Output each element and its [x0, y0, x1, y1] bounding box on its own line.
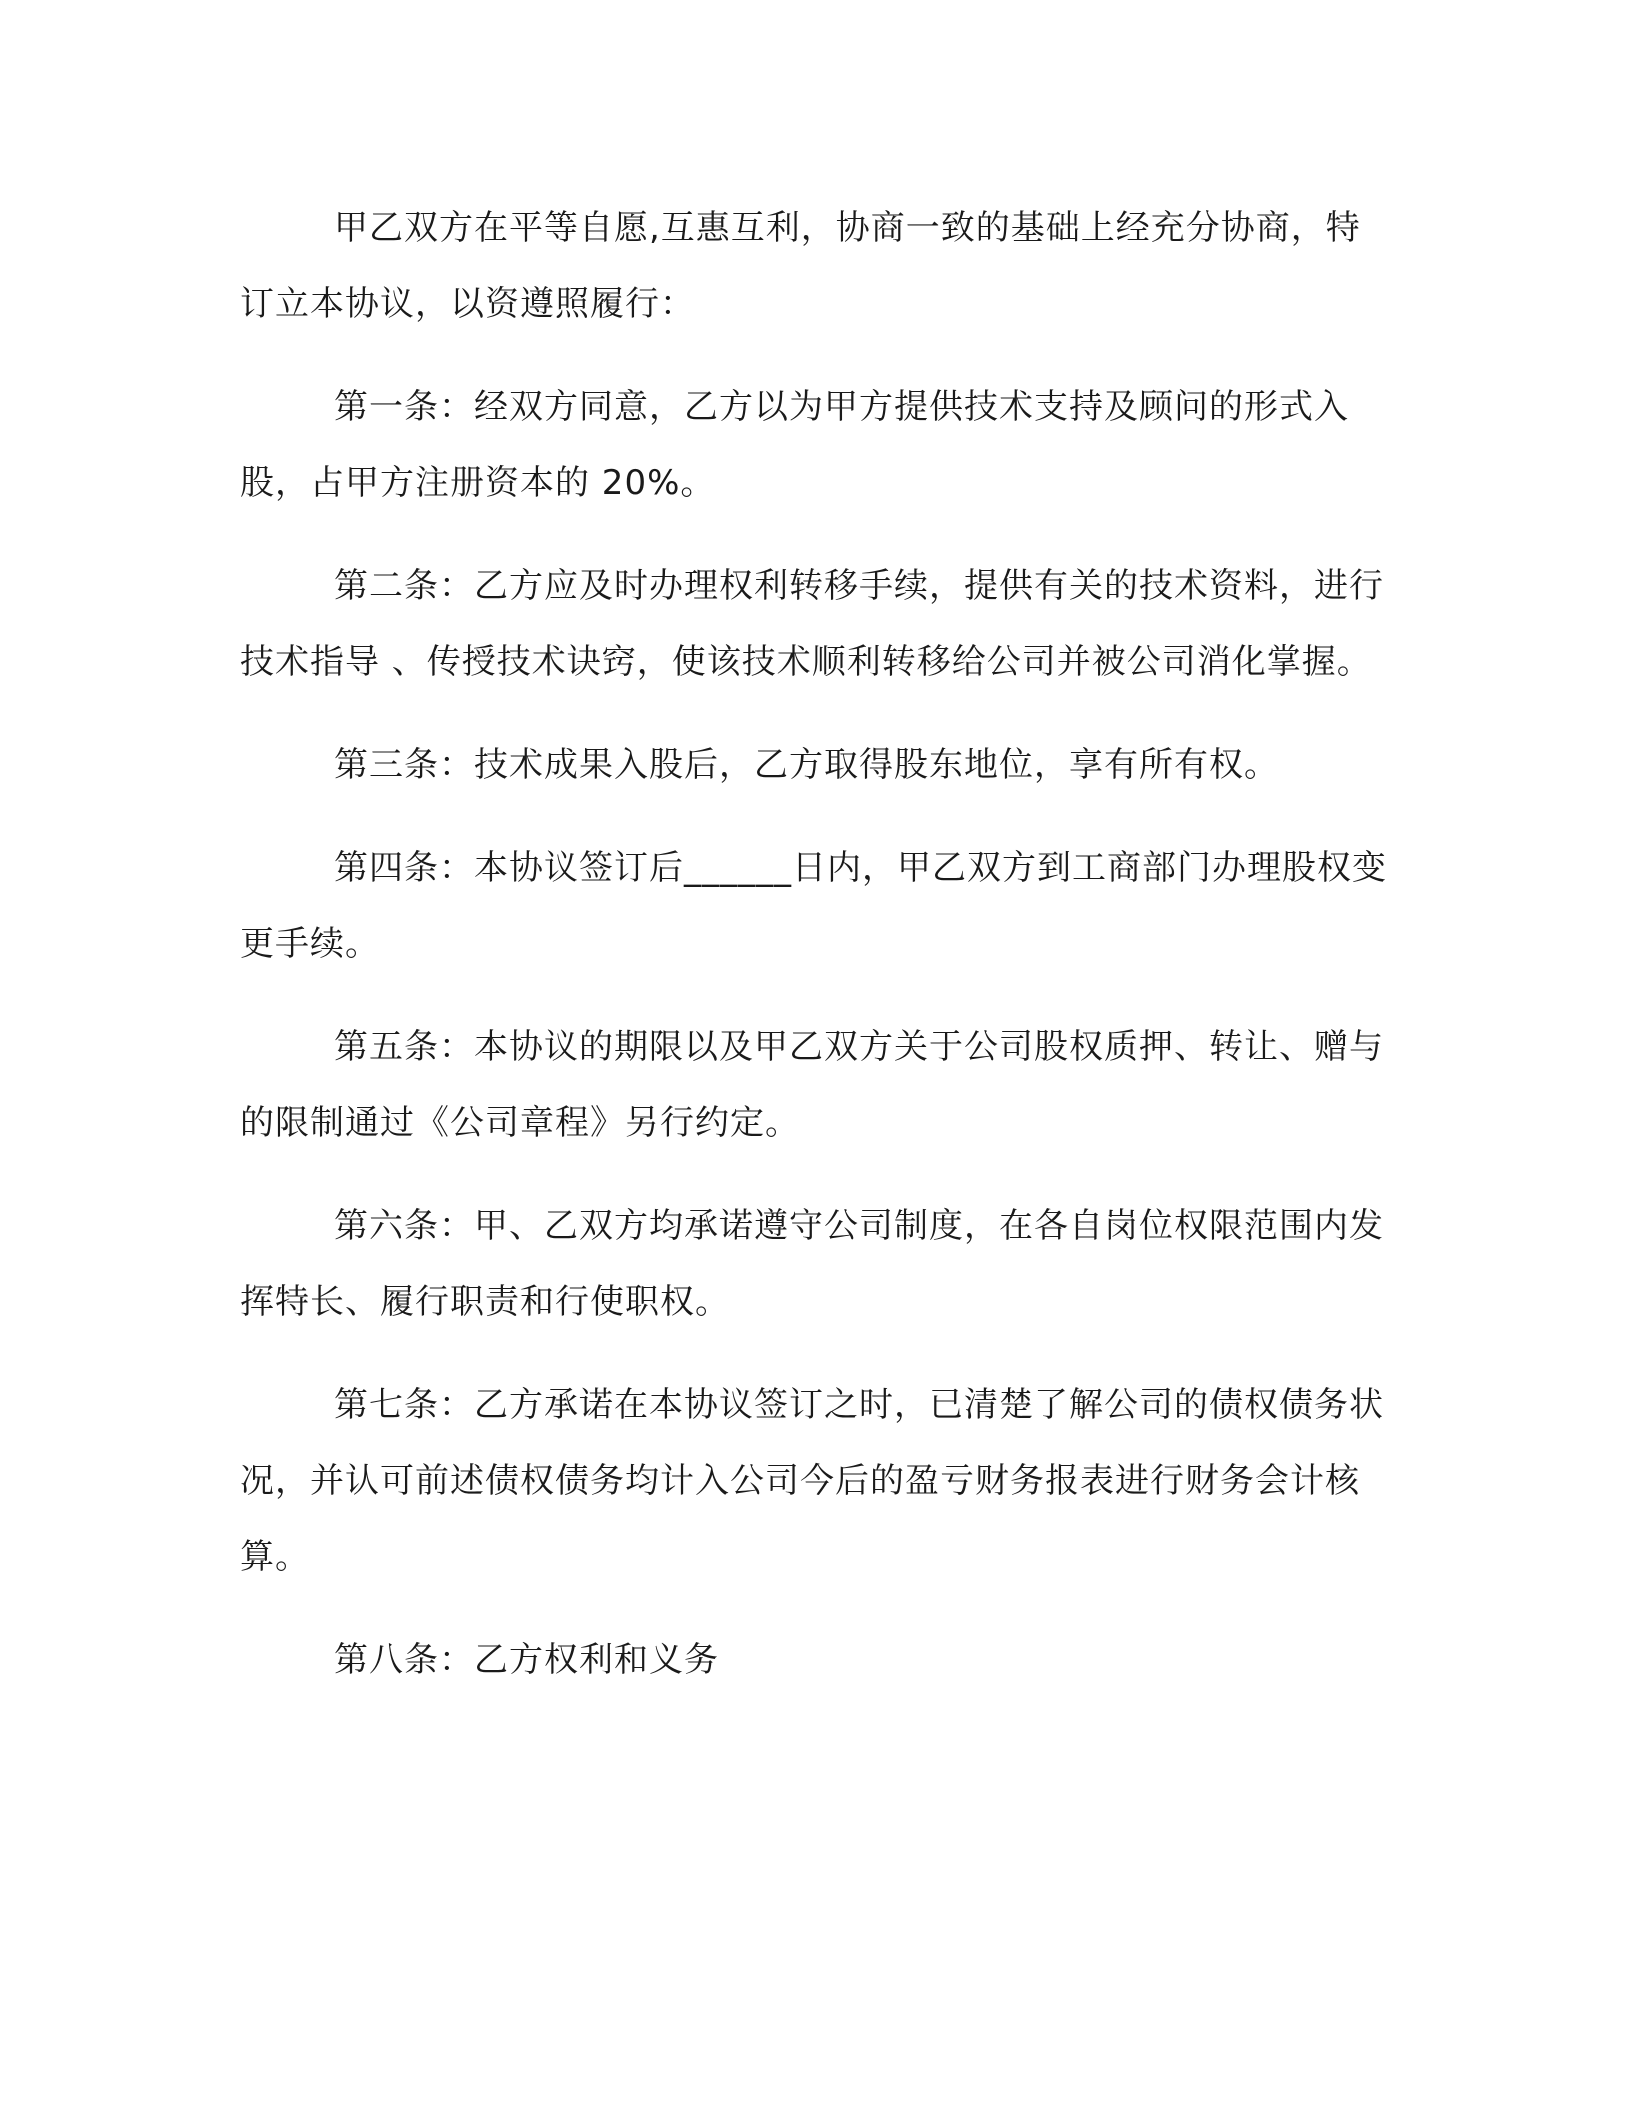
article-4-paragraph: 第四条：本协议签订后______日内，甲乙双方到工商部门办理股权变更手续。 [240, 848, 1387, 964]
article-8-heading: 第八条：乙方权利和义务 [334, 1640, 719, 1680]
article-6-paragraph: 第六条：甲、乙双方均承诺遵守公司制度，在各自岗位权限范围内发挥特长、履行职责和行使职权。 [240, 1206, 1384, 1322]
article-3-paragraph: 第三条：技术成果入股后，乙方取得股东地位，享有所有权。 [334, 745, 1279, 785]
article-5-paragraph: 第五条：本协议的期限以及甲乙双方关于公司股权质押、转让、赠与的限制通过《公司章程》另行约定。 [240, 1027, 1384, 1143]
article-1-paragraph: 第一条：经双方同意，乙方以为甲方提供技术支持及顾问的形式入股，占甲方注册资本的 20%。 [240, 387, 1349, 503]
document-body [240, 190, 1390, 1698]
article-2-paragraph: 第二条：乙方应及时办理权利转移手续，提供有关的技术资料，进行技术指导 、传授技术诀窍，使该技术顺利转移给公司并被公司消化掌握。 [240, 566, 1384, 682]
preamble-paragraph: 甲乙双方在平等自愿,互惠互利，协商一致的基础上经充分协商，特订立本协议，以资遵照履行： [240, 208, 1361, 324]
article-7-paragraph: 第七条：乙方承诺在本协议签订之时，已清楚了解公司的债权债务状况，并认可前述债权债务均计入公司今后的盈亏财务报表进行财务会计核算。 [240, 1385, 1384, 1577]
